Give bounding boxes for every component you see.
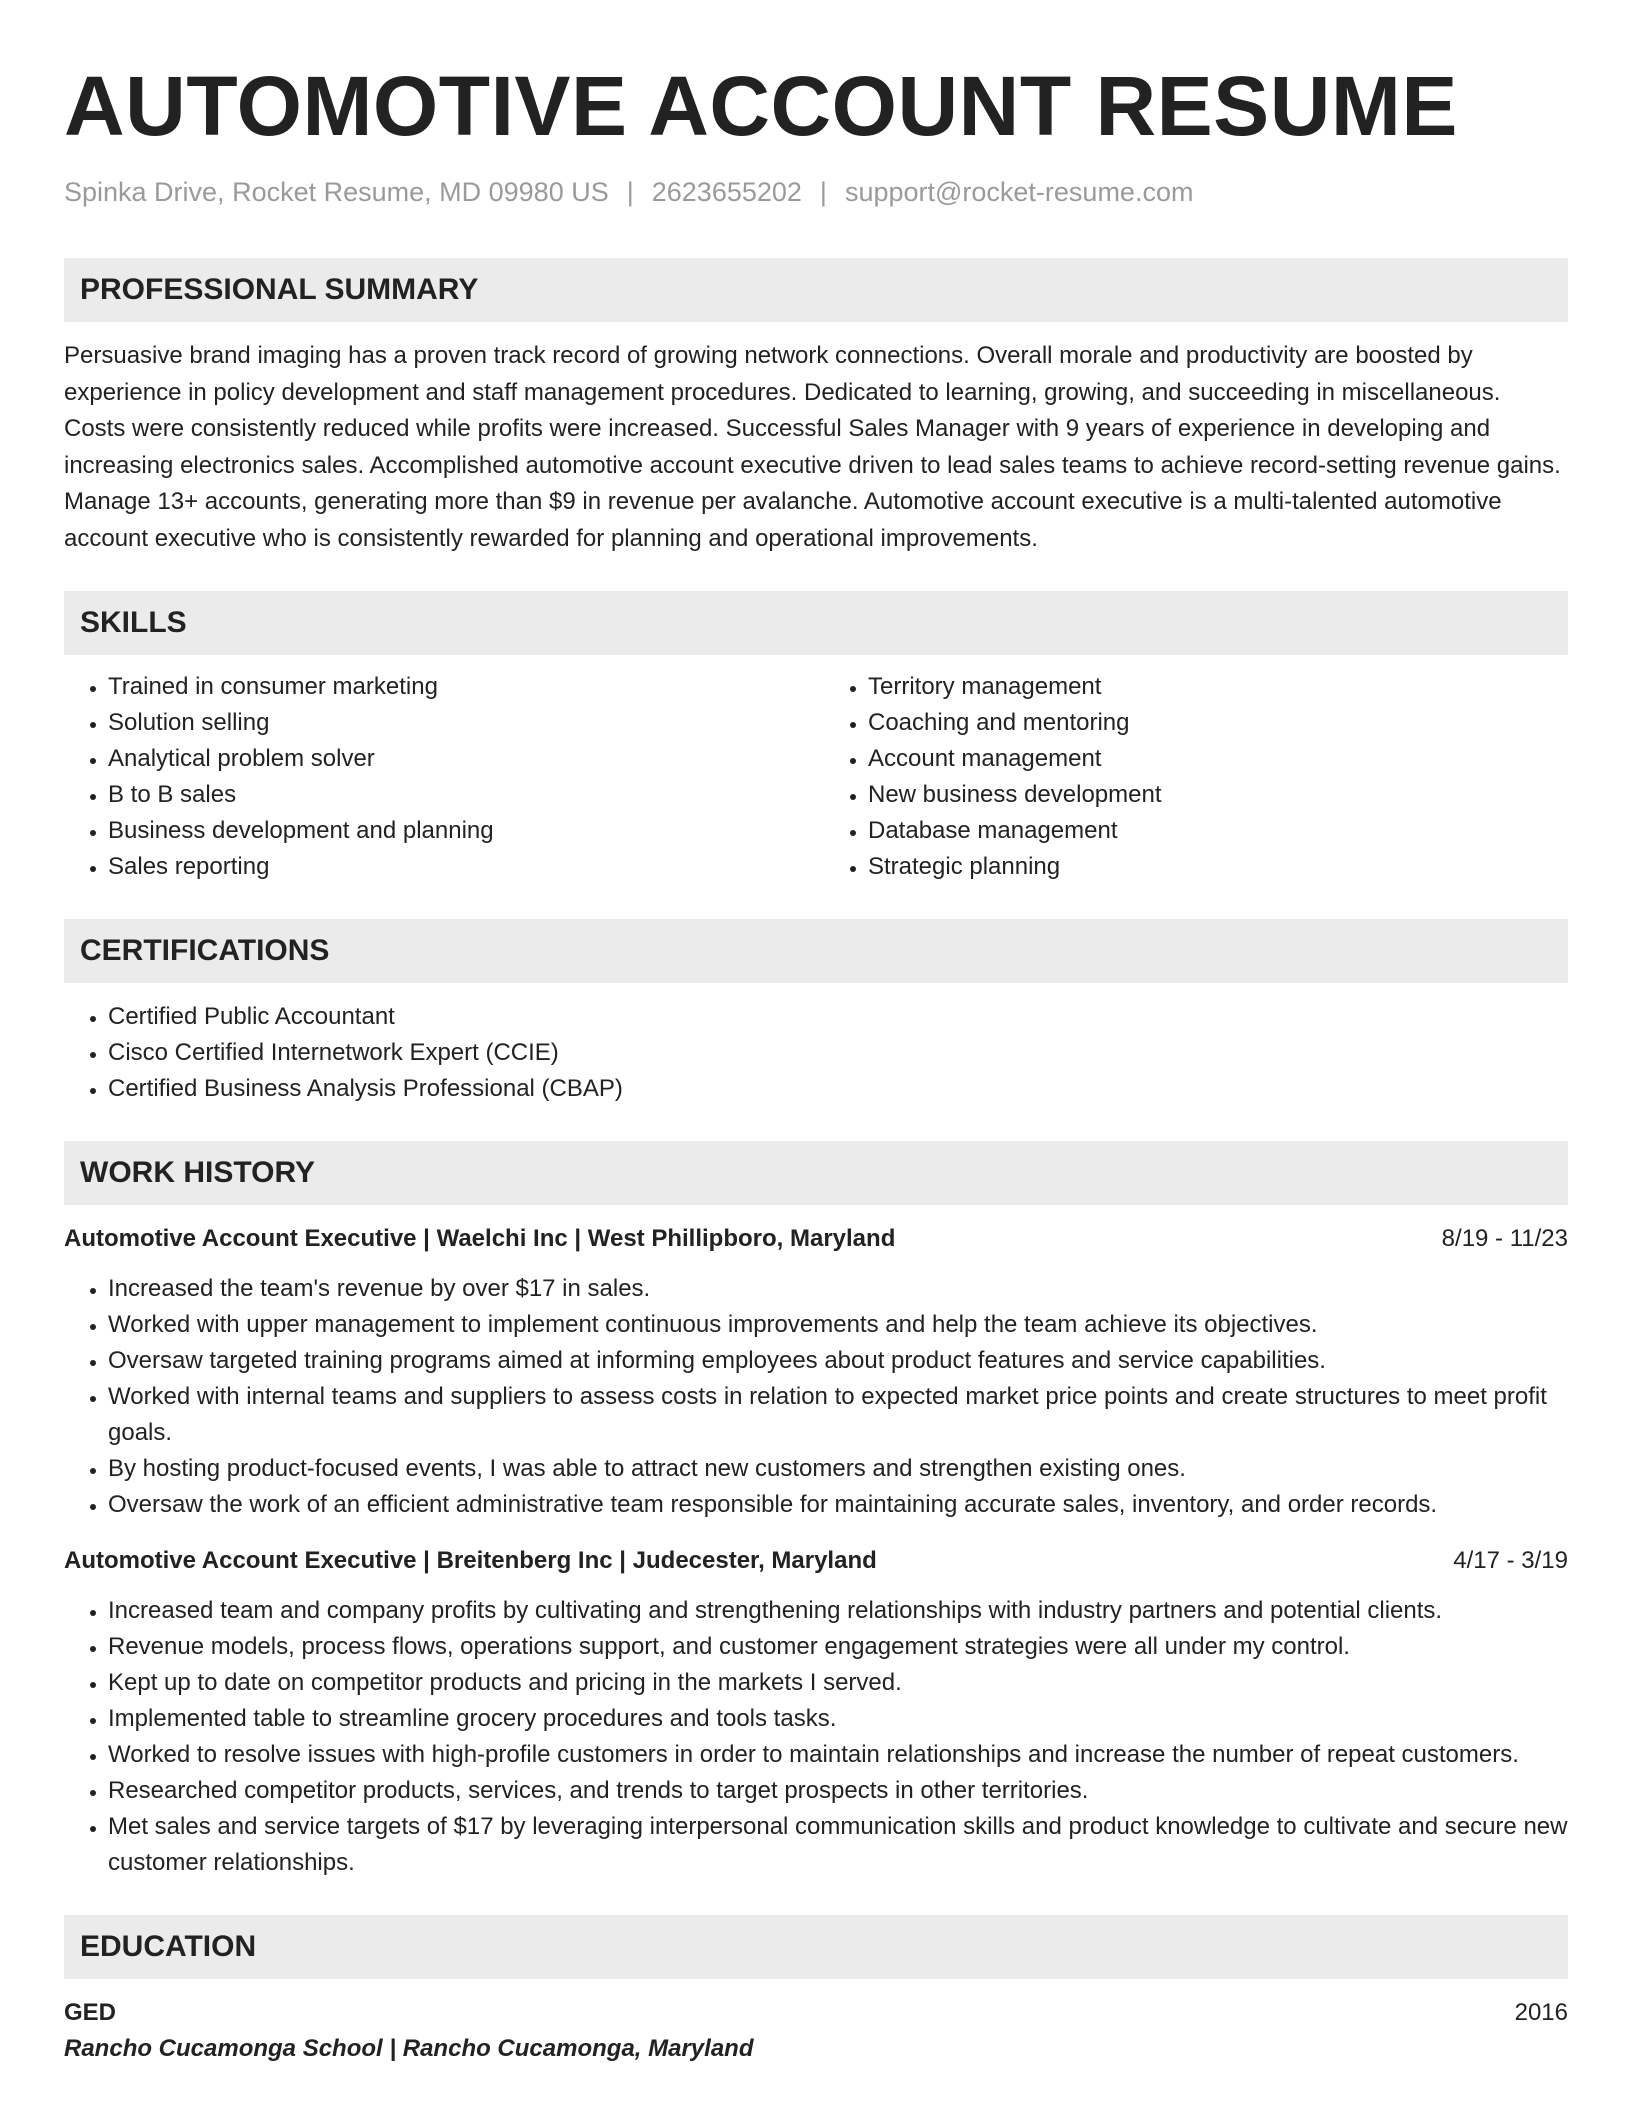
job-title: Automotive Account Executive | Waelchi Inc | West Phillipboro, Maryland xyxy=(64,1225,896,1253)
work-history-heading: WORK HISTORY xyxy=(64,1141,1568,1205)
job-bullet: • Increased the team's revenue by over $17 in sales. xyxy=(108,1271,1568,1307)
job-bullet: • Kept up to date on competitor products and pricing in the markets I served. xyxy=(108,1665,1568,1701)
education-section xyxy=(64,1915,1568,2067)
summary-section xyxy=(64,258,1568,557)
job-bullet: • Met sales and service targets of $17 by leveraging interpersonal communication skills and product knowledge to cultivate and secure new customer relationships. xyxy=(108,1809,1568,1881)
job-dates: 8/19 - 11/23 xyxy=(1441,1225,1568,1253)
job-bullet: • Revenue models, process flows, operations support, and customer engagement strategies were all under my control. xyxy=(108,1629,1568,1665)
certification-item: • Cisco Certified Internetwork Expert (CCIE) xyxy=(108,1035,1568,1071)
contact-email: support@rocket-resume.com xyxy=(844,177,1194,207)
skill-item: • Analytical problem solver xyxy=(108,741,808,777)
summary-text: Persuasive brand imaging has a proven track record of growing network connections. Overall morale and productivity are boosted by experience in policy development and staff management procedures. Dedicated to learning, growing, and succeeding in miscellaneous. Costs were consistently reduced while profits were increased. Successful Sales Manager with 9 years of experience in developing and increasing electronics sales. Accomplished automotive account executive driven to lead sales teams to achieve record-setting revenue gains. Manage 13+ accounts, generating more than $9 in revenue per avalanche. Automotive account executive is a multi-talented automotive account executive who is consistently rewarded for planning and operational improvements. xyxy=(64,342,1561,552)
skill-item: • Database management xyxy=(868,813,1568,849)
contact-separator: | xyxy=(819,177,827,207)
skill-item: • Coaching and mentoring xyxy=(868,705,1568,741)
job-bullets xyxy=(64,1271,1568,1523)
contact-phone: 2623655202 xyxy=(651,177,802,207)
job-bullet: • Oversaw targeted training programs aimed at informing employees about product features and service capabilities. xyxy=(108,1343,1568,1379)
certification-item: • Certified Public Accountant xyxy=(108,999,1568,1035)
contact-separator: | xyxy=(626,177,634,207)
certifications-list xyxy=(64,999,1568,1107)
job-bullets xyxy=(64,1593,1568,1881)
job-title: Automotive Account Executive | Breitenberg Inc | Judecester, Maryland xyxy=(64,1547,877,1575)
job-entry xyxy=(64,1543,1568,1881)
work-history-section xyxy=(64,1141,1568,1881)
education-degree: GED xyxy=(64,1999,117,2027)
education-header xyxy=(64,1995,1568,2031)
job-header xyxy=(64,1221,1568,1257)
job-bullet: • Increased team and company profits by cultivating and strengthening relationships with industry partners and potential clients. xyxy=(108,1593,1568,1629)
job-bullet: • Worked with upper management to implement continuous improvements and help the team achieve its objectives. xyxy=(108,1307,1568,1343)
job-bullet: • Worked with internal teams and suppliers to assess costs in relation to expected market price points and create structures to meet profit goals. xyxy=(108,1379,1568,1451)
job-bullet: • Oversaw the work of an efficient administrative team responsible for maintaining accurate sales, inventory, and order records. xyxy=(108,1487,1568,1523)
skill-item: • B to B sales xyxy=(108,777,808,813)
skill-item: • Sales reporting xyxy=(108,849,808,885)
job-bullet: • Implemented table to streamline grocery procedures and tools tasks. xyxy=(108,1701,1568,1737)
contact-line xyxy=(64,176,1568,208)
job-header xyxy=(64,1543,1568,1579)
education-school: Rancho Cucamonga School | Rancho Cucamonga, Maryland xyxy=(64,2035,754,2063)
skill-item: • Territory management xyxy=(868,669,1568,705)
skills-heading: SKILLS xyxy=(64,591,1568,655)
certifications-heading: CERTIFICATIONS xyxy=(64,919,1568,983)
skill-item: • Account management xyxy=(868,741,1568,777)
skills-column-1 xyxy=(64,669,808,885)
skill-item: • Strategic planning xyxy=(868,849,1568,885)
contact-address: Spinka Drive, Rocket Resume, MD 09980 US xyxy=(64,177,609,207)
job-bullet: • Researched competitor products, services, and trends to target prospects in other territories. xyxy=(108,1773,1568,1809)
job-dates: 4/17 - 3/19 xyxy=(1453,1547,1568,1575)
skill-item: • Business development and planning xyxy=(108,813,808,849)
certification-item: • Certified Business Analysis Professional (CBAP) xyxy=(108,1071,1568,1107)
job-bullet: • Worked to resolve issues with high-profile customers in order to maintain relationships and increase the number of repeat customers. xyxy=(108,1737,1568,1773)
skills-column-2 xyxy=(808,669,1568,885)
job-entry xyxy=(64,1221,1568,1523)
skill-item: • Trained in consumer marketing xyxy=(108,669,808,705)
job-bullet: • By hosting product-focused events, I was able to attract new customers and strengthen existing ones. xyxy=(108,1451,1568,1487)
education-year: 2016 xyxy=(1514,1999,1568,2027)
skills-section xyxy=(64,591,1568,885)
summary-heading: PROFESSIONAL SUMMARY xyxy=(64,258,1568,322)
skills-grid xyxy=(64,655,1568,885)
education-heading: EDUCATION xyxy=(64,1915,1568,1979)
certifications-section xyxy=(64,919,1568,1107)
skill-item: • Solution selling xyxy=(108,705,808,741)
skill-item: • New business development xyxy=(868,777,1568,813)
resume-title: AUTOMOTIVE ACCOUNT RESUME xyxy=(64,59,1458,153)
